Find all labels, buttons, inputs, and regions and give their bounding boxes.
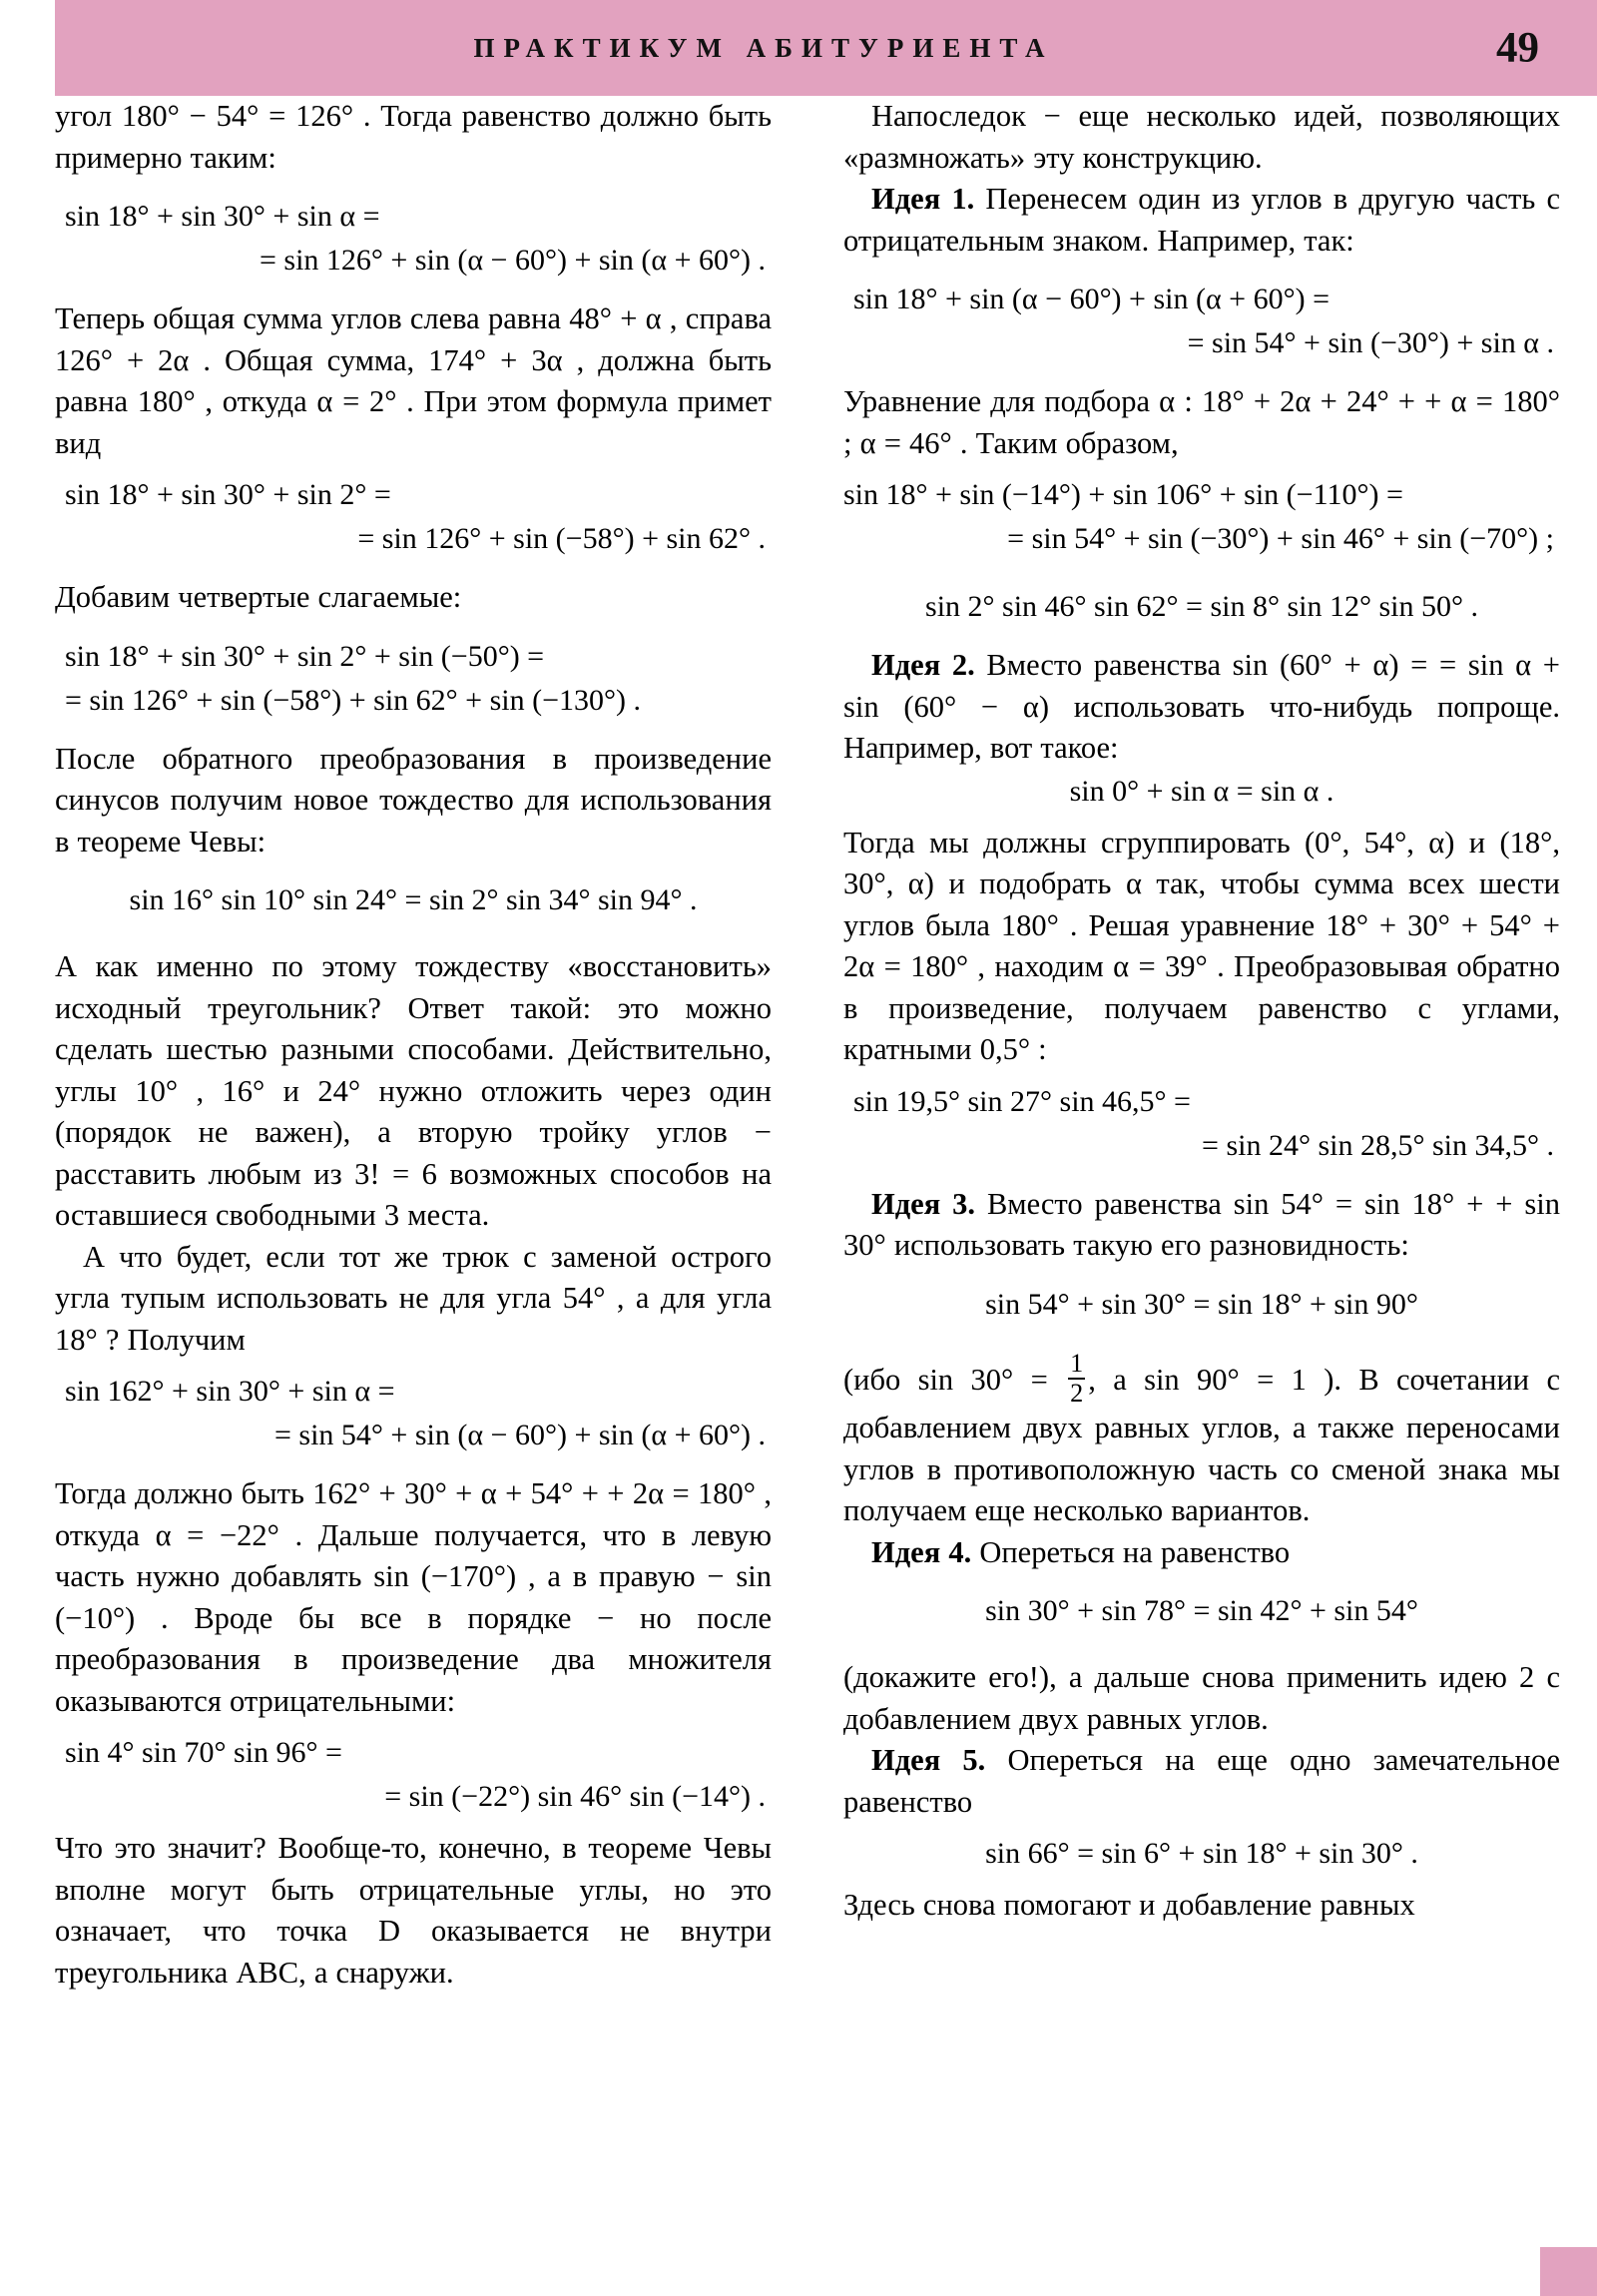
paragraph: Уравнение для подбора α : 18° + 2α + 24° + + α = 180° ; α = 46° . Таким образом, bbox=[843, 384, 1560, 460]
formula-line: sin 18° + sin 30° + sin 2° = bbox=[65, 478, 391, 511]
idea-text: Перенесем один из углов в другую часть с отрицательным знаком. Например, так: bbox=[843, 182, 1560, 258]
idea-label: Идея 4. bbox=[871, 1534, 972, 1569]
spacer bbox=[55, 1457, 772, 1473]
paragraph: (докажите его!), а дальше снова применить идею 2 с добавлением двух равных углов. bbox=[843, 1660, 1560, 1736]
spacer bbox=[843, 464, 1560, 473]
idea-text: Опереться на равенство bbox=[979, 1534, 1291, 1569]
idea-label: Идея 2. bbox=[871, 648, 975, 682]
fraction-numerator: 1 bbox=[1070, 1348, 1084, 1378]
spacer bbox=[55, 723, 772, 739]
spacer bbox=[843, 814, 1560, 823]
formula-line: = sin 54° + sin (α − 60°) + sin (α + 60°) . bbox=[273, 1419, 766, 1451]
formula-line: sin 19,5° sin 27° sin 46,5° = bbox=[853, 1084, 1191, 1118]
spacer bbox=[843, 1267, 1560, 1283]
page-number: 49 bbox=[1496, 24, 1539, 72]
spacer bbox=[55, 179, 772, 195]
spacer bbox=[843, 1573, 1560, 1589]
formula-line: sin 2° sin 46° sin 62° = sin 8° sin 12° sin 50° . bbox=[925, 590, 1478, 623]
paragraph: Здесь снова помогают и добавление равных bbox=[843, 1888, 1415, 1922]
page-body bbox=[0, 96, 1597, 2296]
formula-line: sin 18° + sin (α − 60°) + sin (α + 60°) = bbox=[853, 283, 1331, 315]
idea-label: Идея 1. bbox=[871, 182, 975, 216]
paragraph: Тогда мы должны сгруппировать (0°, 54°, α) и (18°, 30°, α) и подобрать α так, чтобы сумма всех шести углов была 180° . Решая уравнение 18° + 30° + 54° + 2α = 180° , находим α = 39° . Преобразовывая обратно в произведение, получаем равенство с углами, кратными 0,5° : bbox=[843, 825, 1560, 1066]
text-column-right bbox=[843, 96, 1560, 1927]
formula-line: sin 4° sin 70° sin 96° = bbox=[65, 1736, 342, 1769]
paragraph: угол 180° − 54° = 126° . Тогда равенство должно быть примерно таким: bbox=[55, 99, 772, 175]
fraction-denominator: 2 bbox=[1070, 1379, 1084, 1409]
text-after-fraction: , а sin 90° = 1 ). В сочетании с добавлением двух равных углов, а также переносами углов в противоположную часть со сменой знака мы получаем еще несколько вариантов. bbox=[843, 1362, 1560, 1527]
paragraph: Добавим четвертые слагаемые: bbox=[55, 580, 462, 614]
idea-text: Вместо равенства sin (60° + α) = = sin α + sin (60° − α) использовать что-нибудь попроще. Например, вот такое: bbox=[843, 648, 1561, 765]
running-head: ПРАКТИКУМ АБИТУРИЕНТА bbox=[473, 32, 1054, 63]
paragraph-idea-2 bbox=[843, 645, 1560, 770]
spacer bbox=[843, 1327, 1560, 1351]
spacer bbox=[55, 862, 772, 878]
paragraph: А как именно по этому тождеству «восстановить» исходный треугольник? Ответ такой: это можно сделать шестью разными способами. Действительно, углы 10° , 16° и 24° нужно отложить через один (порядок не важен), а вторую тройку углов − расставить любым из 3! = 6 возможных способов на оставшиеся свободными 3 места. bbox=[55, 949, 772, 1232]
formula-line: sin 16° sin 10° sin 24° = sin 2° sin 34° sin 94° . bbox=[129, 883, 698, 916]
spacer bbox=[55, 561, 772, 577]
spacer bbox=[55, 1722, 772, 1731]
formula-line: sin 18° + sin 30° + sin 2° + sin (−50°) = bbox=[65, 639, 545, 673]
fraction-one-half bbox=[1068, 1348, 1085, 1409]
spacer bbox=[55, 922, 772, 946]
paragraph: Теперь общая сумма углов слева равна 48° + α , справа 126° + 2α . Общая сумма, 174° + 3α , должна быть равна 180° , откуда α = 2° . При этом формула примет вид bbox=[55, 301, 772, 460]
idea-label: Идея 3. bbox=[871, 1186, 975, 1221]
formula-line: = sin 54° + sin (−30°) + sin α . bbox=[1187, 326, 1554, 359]
spacer bbox=[843, 1168, 1560, 1184]
formula-line: sin 18° + sin 30° + sin α = bbox=[65, 200, 380, 233]
spacer bbox=[843, 365, 1560, 381]
text-column-left bbox=[55, 96, 772, 1994]
spacer bbox=[843, 1823, 1560, 1832]
spacer bbox=[843, 1876, 1560, 1885]
spacer bbox=[55, 619, 772, 635]
spacer bbox=[843, 1071, 1560, 1080]
paragraph: А что будет, если тот же трюк с заменой острого угла тупым использовать не для угла 54° , а для угла 18° ? Получим bbox=[55, 1239, 772, 1357]
corner-color-mark bbox=[1540, 2247, 1597, 2296]
formula-line: = sin 24° sin 28,5° sin 34,5° . bbox=[1202, 1128, 1554, 1162]
spacer bbox=[55, 1361, 772, 1370]
spacer bbox=[55, 464, 772, 473]
formula-line: sin 0° + sin α = sin α . bbox=[1069, 774, 1334, 808]
formula-line: = sin 126° + sin (α − 60°) + sin (α + 60°) . bbox=[259, 244, 766, 277]
paragraph: Напоследок − еще несколько идей, позволяющих «размножать» эту конструкцию. bbox=[843, 99, 1560, 175]
formula-line: sin 18° + sin (−14°) + sin 106° + sin (−110°) = bbox=[843, 478, 1403, 511]
formula-line: = sin (−22°) sin 46° sin (−14°) . bbox=[384, 1780, 766, 1813]
formula-line: sin 54° + sin 30° = sin 18° + sin 90° bbox=[985, 1287, 1418, 1321]
idea-text: Опереться на еще одно замечательное равенство bbox=[843, 1743, 1561, 1819]
spacer bbox=[843, 1633, 1560, 1657]
paragraph-idea-3 bbox=[843, 1184, 1560, 1267]
paragraph: После обратного преобразования в произведение синусов получим новое тождество для использования в теореме Чевы: bbox=[55, 741, 772, 859]
formula-line: = sin 54° + sin (−30°) + sin 46° + sin (−70°) ; bbox=[1007, 522, 1554, 555]
paragraph-idea-4 bbox=[843, 1532, 1560, 1574]
spacer bbox=[55, 1819, 772, 1828]
idea-label: Идея 5. bbox=[871, 1743, 986, 1777]
spacer bbox=[843, 629, 1560, 645]
formula-line: sin 66° = sin 6° + sin 18° + sin 30° . bbox=[985, 1837, 1418, 1870]
formula-line: = sin 126° + sin (−58°) + sin 62° . bbox=[357, 522, 766, 555]
idea-text: Вместо равенства sin 54° = sin 18° + + sin 30° использовать такую его разновидность: bbox=[843, 1186, 1560, 1262]
formula-line: sin 30° + sin 78° = sin 42° + sin 54° bbox=[985, 1594, 1418, 1627]
paragraph-with-fraction bbox=[843, 1348, 1560, 1532]
spacer bbox=[55, 283, 772, 298]
spacer bbox=[843, 262, 1560, 278]
paragraph: Что это значит? Вообще-то, конечно, в теореме Чевы вполне могут быть отрицательные углы, но это означает, что точка D оказывается не внутри треугольника ABC, а снаружи. bbox=[55, 1831, 772, 1990]
paragraph: Тогда должно быть 162° + 30° + α + 54° + + 2α = 180° , откуда α = −22° . Дальше получается, что в левую часть нужно добавлять sin (−170°) , а в правую − sin (−10°) . Вроде бы все в порядке − но после преобразования в произведение два множителя оказываются отрицательными: bbox=[55, 1476, 772, 1718]
spacer bbox=[843, 561, 1560, 585]
text-before-fraction: (ибо sin 30° = bbox=[843, 1362, 1066, 1397]
formula-line: = sin 126° + sin (−58°) + sin 62° + sin (−130°) . bbox=[65, 683, 642, 717]
page-header-band bbox=[55, 0, 1597, 96]
paragraph-idea-5 bbox=[843, 1740, 1560, 1823]
paragraph-idea-1 bbox=[843, 179, 1560, 262]
formula-line: sin 162° + sin 30° + sin α = bbox=[65, 1375, 395, 1408]
